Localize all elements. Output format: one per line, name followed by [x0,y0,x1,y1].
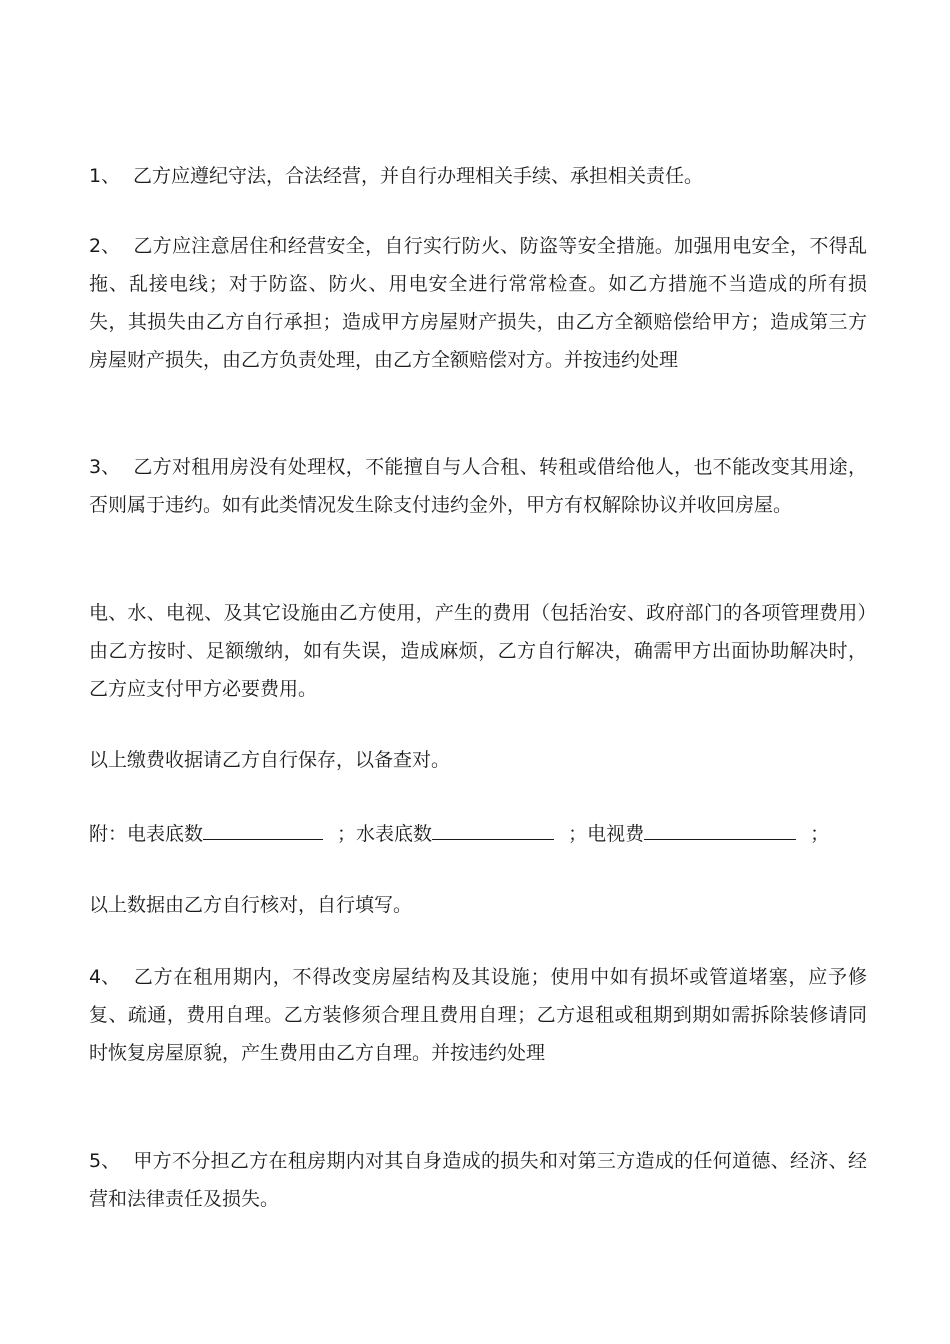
clause-number: 2、 [89,235,121,257]
clause-number: 3、 [89,456,121,478]
separator: ； [337,823,357,845]
clause-text: 乙方应注意居住和经营安全，自行实行防火、防盗等安全措施。加强用电安全，不得乱拖、乱接电线；对于防盗、防火、用电安全进行常常检查。如乙方措施不当造成的所有损失，其损失由乙方自行承担；造成甲方房屋财产损失，由乙方全额赔偿给甲方；造成第三方房屋财产损失，由乙方负责处理，由乙方全额赔偿对方。并按违约处理 [89,235,867,371]
clause-5 [89,1142,867,1218]
tv-fee-label: 电视费 [587,823,645,845]
clause-3 [89,448,867,524]
clause-text: 乙方对租用房没有处理权，不能擅自与人合租、转租或借给他人，也不能改变其用途，否则属于违约。如有此类情况发生除支付违约金外，甲方有权解除协议并收回房屋。 [89,456,867,516]
electric-meter-blank[interactable] [203,813,323,840]
clause-text: 甲方不分担乙方在租房期内对其自身造成的损失和对第三方造成的任何道德、经济、经营和法律责任及损失。 [89,1150,867,1210]
clause-4 [89,958,867,1072]
clause-number: 5、 [89,1150,121,1172]
tv-fee-blank[interactable] [644,813,796,840]
water-meter-blank[interactable] [432,813,554,840]
clause-number: 1、 [89,165,121,187]
utilities-paragraph: 电、水、电视、及其它设施由乙方使用，产生的费用（包括治安、政府部门的各项管理费用）由乙方按时、足额缴纳，如有失误，造成麻烦，乙方自行解决，确需甲方出面协助解决时，乙方应支付甲方必要费用。 [89,602,867,700]
clause-number: 4、 [89,966,121,988]
clause-text: 乙方应遵纪守法，合法经营，并自行办理相关手续、承担相关责任。 [133,165,704,187]
electric-meter-label: 电表底数 [127,823,204,845]
water-meter-label: 水表底数 [356,823,433,845]
clause-2 [89,227,867,379]
clause-1 [89,157,867,195]
line-end: ； [810,823,830,845]
verify-paragraph: 以上数据由乙方自行核对，自行填写。 [89,894,413,916]
meter-readings-line [89,813,867,853]
separator: ； [568,823,588,845]
readings-prefix: 附： [89,823,128,845]
clause-text: 乙方在租用期内，不得改变房屋结构及其设施；使用中如有损坏或管道堵塞，应予修复、疏通，费用自理。乙方装修须合理且费用自理；乙方退租或租期到期如需拆除装修请同时恢复房屋原貌，产生费用由乙方自理。并按违约处理 [89,966,867,1064]
receipts-paragraph: 以上缴费收据请乙方自行保存，以备查对。 [89,749,451,771]
